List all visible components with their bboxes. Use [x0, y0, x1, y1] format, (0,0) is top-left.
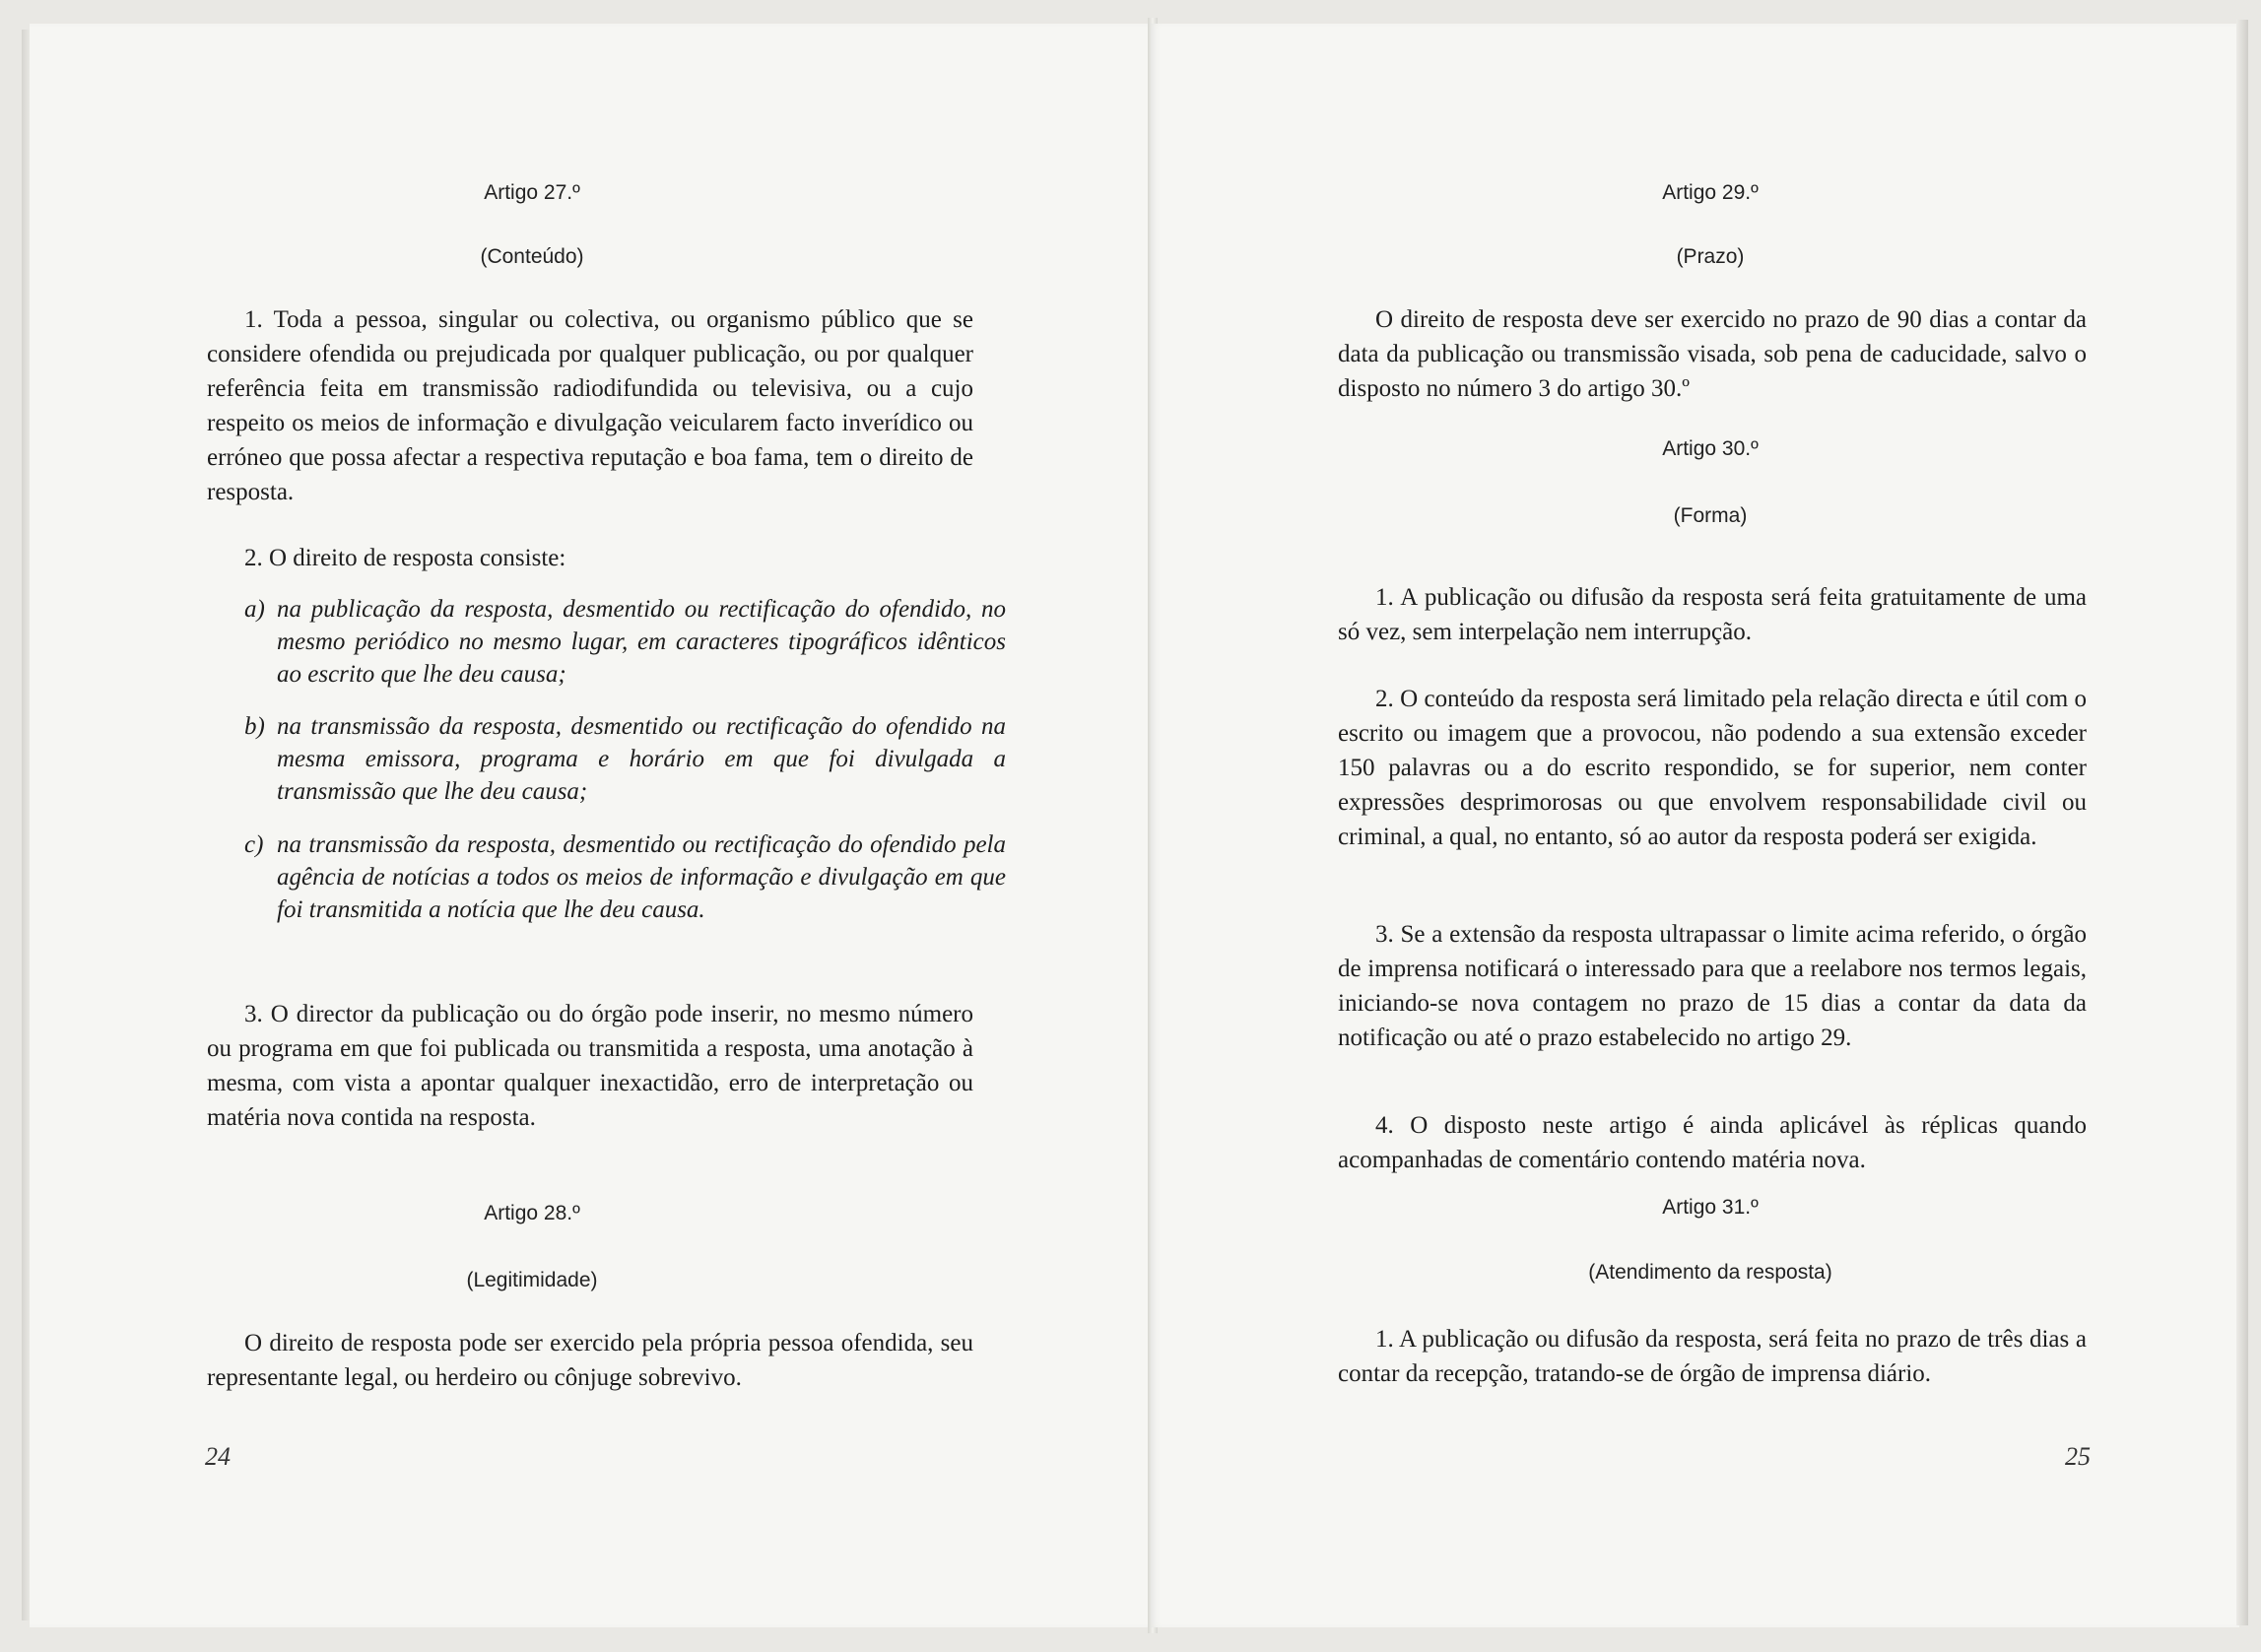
item-label: b): [244, 713, 265, 740]
article-30-paragraph-2: 2. O conteúdo da resposta será limitado pela relação directa e útil com o escrito ou imagem que a provocou, não podendo a sua extensão exceder 150 palavras ou a do escrito respondido, se for superior, nem conter expressões desprimorosas ou que envolvem responsabilidade civil ou criminal, a qual, no entanto, só ao autor da resposta poderá ser exigida.: [1338, 686, 2087, 850]
article-30-subtitle: (Forma): [1673, 504, 1748, 527]
article-27-item-a: [244, 593, 1006, 691]
article-27-item-c: [244, 828, 1006, 926]
article-27-paragraph-3: 3. O director da publicação ou do órgão pode inserir, no mesmo número ou programa em que foi publicada ou transmitida a resposta, uma anotação à mesma, com vista a apontar qualquer inexactidão, erro de interpretação ou matéria nova contida na resposta.: [207, 1001, 973, 1131]
article-28-paragraph-1: O direito de resposta pode ser exercido pela própria pessoa ofendida, seu representante legal, ou herdeiro ou cônjuge sobrevivo.: [207, 1330, 973, 1391]
right-page: [1151, 24, 2239, 1627]
article-27-item-b: [244, 710, 1006, 808]
page-number-left: 24: [205, 1442, 231, 1471]
book-edge-right: [2236, 20, 2248, 1625]
article-28-subtitle: (Legitimidade): [466, 1269, 598, 1291]
article-27-paragraph-1: 1. Toda a pessoa, singular ou colectiva, ou organismo público que se considere ofendida ou prejudicada por qualquer publicação, ou por qualquer referência feita em transmissão radiodifundida ou televisiva, ou a cujo respeito os meios de informação e divulgação veicularem facto inverídico ou erróneo que possa afectar a respectiva reputação e boa fama, tem o direito de resposta.: [207, 306, 973, 505]
article-27-title: Artigo 27.º: [484, 181, 580, 204]
article-29-subtitle: (Prazo): [1676, 245, 1745, 268]
article-30-paragraph-1: 1. A publicação ou difusão da resposta será feita gratuitamente de uma só vez, sem interpelação nem interrupção.: [1338, 584, 2087, 645]
article-27-paragraph-2: 2. O direito de resposta consiste:: [244, 545, 566, 571]
item-text: na publicação da resposta, desmentido ou rectificação do ofendido, no mesmo periódico no mesmo lugar, em caracteres tipográficos idênticos ao escrito que lhe deu causa;: [277, 596, 1006, 688]
article-29-paragraph-1: O direito de resposta deve ser exercido no prazo de 90 dias a contar da data da publicação ou transmissão visada, sob pena de caducidade, salvo o disposto no número 3 do artigo 30.º: [1338, 306, 2087, 402]
article-29-title: Artigo 29.º: [1662, 181, 1759, 204]
item-label: a): [244, 596, 265, 623]
article-30-paragraph-4: 4. O disposto neste artigo é ainda aplicável às réplicas quando acompanhadas de comentário contendo matéria nova.: [1338, 1112, 2087, 1173]
article-31-title: Artigo 31.º: [1662, 1196, 1759, 1219]
item-text: na transmissão da resposta, desmentido ou rectificação do ofendido pela agência de notícias a todos os meios de informação e divulgação em que foi transmitida a notícia que lhe deu causa.: [277, 831, 1006, 923]
left-page: [30, 24, 1158, 1627]
article-30-paragraph-3: 3. Se a extensão da resposta ultrapassar o limite acima referido, o órgão de imprensa notificará o interessado para que a reelabore nos termos legais, iniciando-se nova contagem no prazo de 15 dias a contar da data da notificação ou até o prazo estabelecido no artigo 29.: [1338, 921, 2087, 1051]
article-27-subtitle: (Conteúdo): [480, 245, 584, 268]
article-30-title: Artigo 30.º: [1662, 437, 1759, 460]
article-28-title: Artigo 28.º: [484, 1202, 580, 1224]
article-31-paragraph-1: 1. A publicação ou difusão da resposta, será feita no prazo de três dias a contar da recepção, tratando-se de órgão de imprensa diário.: [1338, 1326, 2087, 1387]
page-number-right: 25: [2065, 1442, 2091, 1471]
article-31-subtitle: (Atendimento da resposta): [1588, 1261, 1832, 1284]
item-label: c): [244, 831, 264, 858]
item-text: na transmissão da resposta, desmentido ou rectificação do ofendido na mesma emissora, programa e horário em que foi divulgada a transmissão que lhe deu causa;: [277, 713, 1006, 805]
